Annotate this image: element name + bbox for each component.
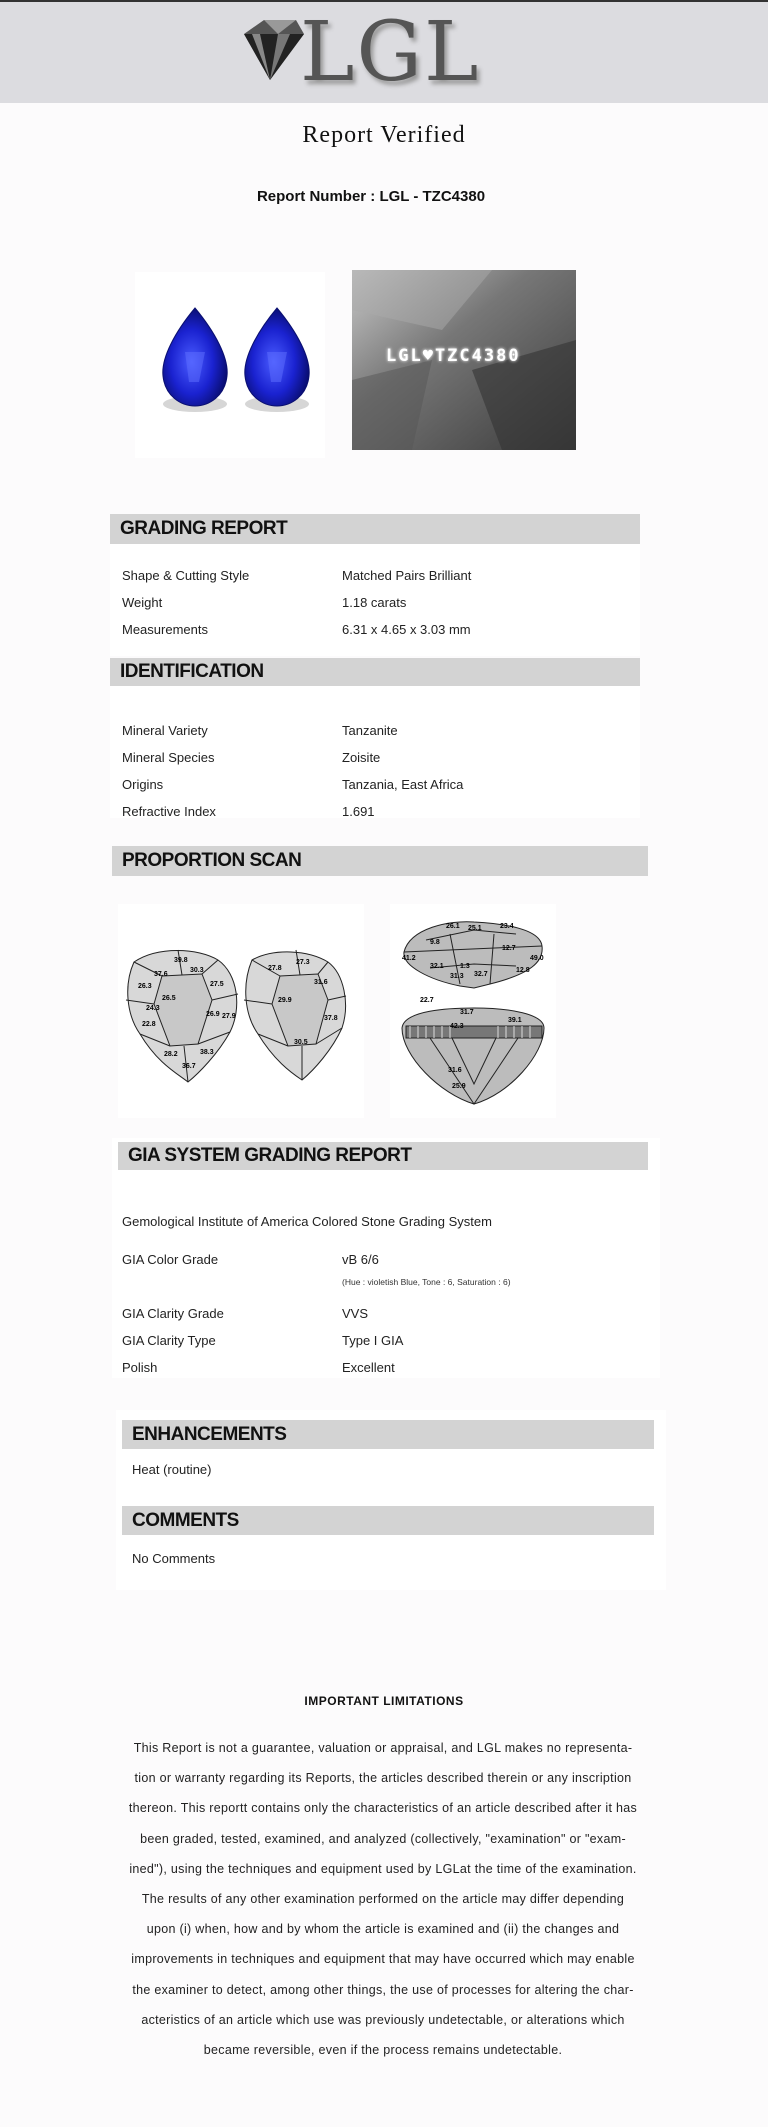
gia-color-value: vB 6/6 <box>342 1252 379 1267</box>
facet-measurement-label: 26.5 <box>162 995 176 1002</box>
identification-heading: IDENTIFICATION <box>110 658 640 686</box>
shape-label: Shape & Cutting Style <box>122 568 250 583</box>
measurements-label: Measurements <box>122 622 208 637</box>
facet-measurement-label: 26.1 <box>446 923 460 930</box>
gem-photo <box>135 272 325 458</box>
profile-scan-diagram <box>390 904 556 1118</box>
page-title: Report Verified <box>302 122 466 148</box>
facet-measurement-label: 22.8 <box>142 1021 156 1028</box>
facet-measurement-label: 1.3 <box>460 963 470 970</box>
facet-measurement-label: 23.4 <box>500 923 514 930</box>
facet-measurement-label: 27.9 <box>222 1013 236 1020</box>
gia-system-name: Gemological Institute of America Colored Stone Grading System <box>122 1214 492 1229</box>
facet-measurement-label: 28.2 <box>164 1051 178 1058</box>
weight-value: 1.18 carats <box>342 595 407 610</box>
facet-measurement-label: 39.8 <box>174 957 188 964</box>
enhancements-heading: ENHANCEMENTS <box>122 1420 654 1449</box>
limitations-line: The results of any other examination performed on the article may differ depending <box>141 1892 625 1907</box>
polish-label: Polish <box>122 1360 158 1375</box>
limitations-line: improvements in techniques and equipment that may have occurred which may enable <box>131 1952 635 1967</box>
facet-measurement-label: 22.7 <box>420 997 434 1004</box>
limitations-text <box>118 1733 648 2065</box>
facet-measurement-label: 24.3 <box>146 1005 160 1012</box>
header-bar <box>0 0 768 103</box>
polish-value: Excellent <box>342 1360 395 1375</box>
grading-report-heading: GRADING REPORT <box>110 514 640 544</box>
facet-measurement-label: 9.8 <box>430 939 440 946</box>
weight-label: Weight <box>122 595 163 610</box>
comments-text: No Comments <box>132 1551 216 1566</box>
limitations-line: the examiner to detect, among other things, the use of processes for altering the char- <box>132 1982 634 1997</box>
facet-measurement-label: 39.1 <box>508 1017 522 1024</box>
limitations-line: acteristics of an article which use was previously undetectable, or alterations which <box>141 2012 625 2027</box>
facet-measurement-label: 42.3 <box>450 1023 464 1030</box>
facet-measurement-label: 32.7 <box>474 971 488 978</box>
limitations-heading: IMPORTANT LIMITATIONS <box>304 1694 464 1708</box>
limitations-line: been graded, tested, examined, and analyzed (collectively, "examination" or "exam- <box>140 1831 626 1846</box>
limitations-line: ined"), using the techniques and equipment used by LGLat the time of the examination. <box>129 1861 637 1876</box>
gia-heading: GIA SYSTEM GRADING REPORT <box>118 1142 648 1170</box>
report-number: Report Number : LGL - TZC4380 <box>256 188 486 205</box>
gia-color-note: (Hue : violetish Blue, Tone : 6, Saturation : 6) <box>342 1277 511 1287</box>
gia-clarity-grade-label: GIA Clarity Grade <box>122 1306 224 1321</box>
facet-measurement-label: 12.7 <box>502 945 516 952</box>
facet-measurement-label: 49.0 <box>530 955 544 962</box>
origins-value: Tanzania, East Africa <box>342 777 464 792</box>
refractive-index-label: Refractive Index <box>122 804 216 819</box>
limitations-line: upon (i) when, how and by whom the article is examined and (ii) the changes and <box>146 1922 620 1937</box>
comments-heading: COMMENTS <box>122 1506 654 1535</box>
facet-measurement-label: 38.3 <box>200 1049 214 1056</box>
facet-measurement-label: 29.9 <box>278 997 292 1004</box>
gia-clarity-grade-value: VVS <box>342 1306 369 1321</box>
facet-measurement-label: 41.2 <box>402 955 416 962</box>
limitations-line: This Report is not a guarantee, valuation or appraisal, and LGL makes no representa- <box>133 1741 633 1755</box>
inscription-photo <box>352 270 576 450</box>
mineral-species-value: Zoisite <box>342 750 381 765</box>
facet-measurement-label: 32.1 <box>430 963 444 970</box>
facet-measurement-label: 12.8 <box>516 967 530 974</box>
shape-value: Matched Pairs Brilliant <box>342 568 472 583</box>
gia-clarity-type-value: Type I GIA <box>342 1333 404 1348</box>
facet-measurement-label: 37.6 <box>154 971 168 978</box>
facet-measurement-label: 31.7 <box>460 1009 474 1016</box>
facet-measurement-label: 27.3 <box>296 959 310 966</box>
facet-measurement-label: 30.3 <box>190 967 204 974</box>
facet-measurement-label: 31.6 <box>448 1067 462 1074</box>
logo-text[interactable]: LGL <box>300 5 481 100</box>
facet-measurement-label: 30.5 <box>294 1039 308 1046</box>
facet-measurement-label: 25.1 <box>468 925 482 932</box>
measurements-value: 6.31 x 4.65 x 3.03 mm <box>342 622 471 637</box>
crown-scan-diagram <box>118 904 364 1118</box>
facet-measurement-label: 27.5 <box>210 981 224 988</box>
inscription-text: LGL♥TZC4380 <box>386 346 521 366</box>
proportion-scan-heading: PROPORTION SCAN <box>112 846 648 876</box>
limitations-line: tion or warranty regarding its Reports, the articles described therein or any inscription <box>134 1771 632 1786</box>
enhancements-text: Heat (routine) <box>132 1462 212 1477</box>
facet-measurement-label: 37.8 <box>324 1015 338 1022</box>
mineral-variety-label: Mineral Variety <box>122 723 208 738</box>
facet-measurement-label: 25.9 <box>452 1083 466 1090</box>
facet-measurement-label: 26.3 <box>138 983 152 990</box>
facet-measurement-label: 31.6 <box>314 979 328 986</box>
gia-color-label: GIA Color Grade <box>122 1252 219 1267</box>
facet-measurement-label: 31.3 <box>450 973 464 980</box>
diamond-icon <box>234 18 306 84</box>
limitations-line: became reversible, even if the process remains undetectable. <box>203 2043 563 2058</box>
mineral-species-label: Mineral Species <box>122 750 215 765</box>
mineral-variety-value: Tanzanite <box>342 723 398 738</box>
gia-clarity-type-label: GIA Clarity Type <box>122 1333 216 1348</box>
refractive-index-value: 1.691 <box>342 804 375 819</box>
facet-measurement-label: 26.9 <box>206 1011 220 1018</box>
origins-label: Origins <box>122 777 164 792</box>
limitations-line: thereon. This reportt contains only the characteristics of an article described after it has <box>128 1801 638 1816</box>
facet-measurement-label: 36.7 <box>182 1063 196 1070</box>
facet-measurement-label: 27.8 <box>268 965 282 972</box>
